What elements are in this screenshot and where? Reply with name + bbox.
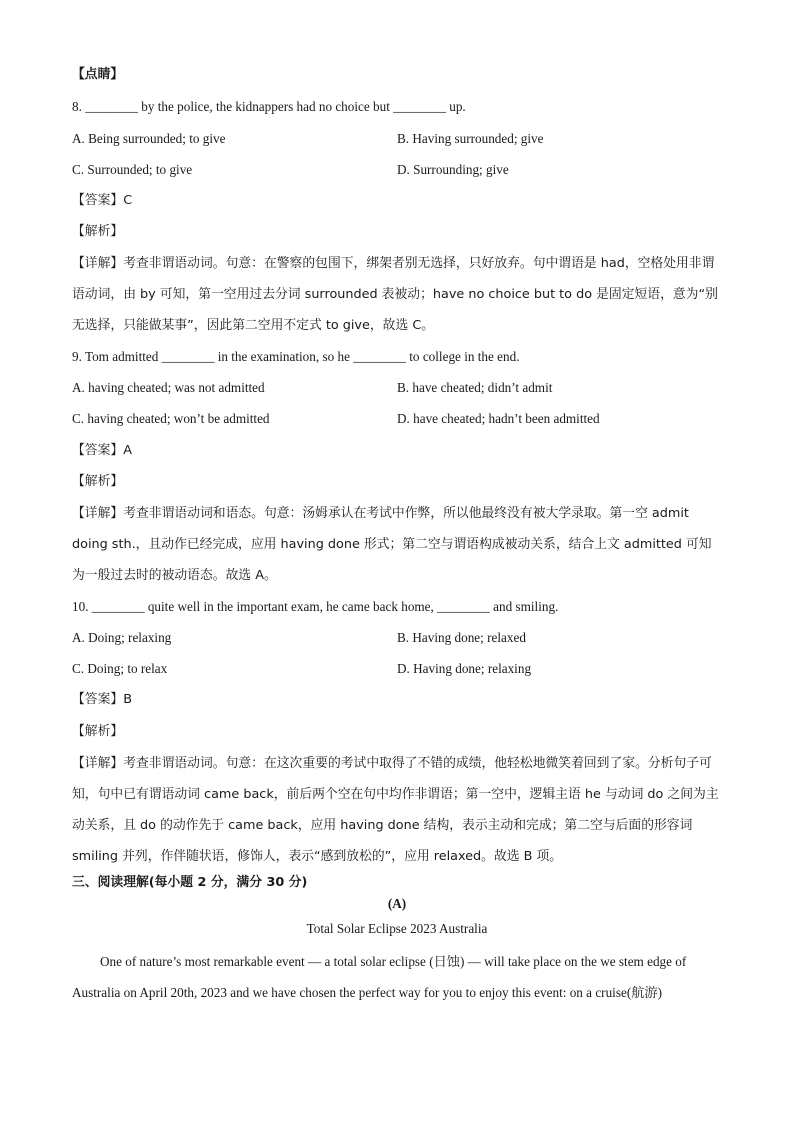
question-10-option-a: A. Doing; relaxing — [72, 630, 172, 645]
question-9-detail: 【详解】考查非谓语动词和语态。句意：汤姆承认在考试中作弊，所以他最终没有被大学录取。第一空 admit doing sth.，且动作已经完成，应用 having done 形式；第二空与谓语构成被动关系，结合上文 admitted 可知为一般过去时的被动语态。故选 A。 — [72, 506, 712, 583]
article-title: Total Solar Eclipse 2023 Australia — [306, 921, 488, 936]
question-9-option-c: C. having cheated; won’t be admitted — [72, 411, 270, 426]
question-9-option-b: B. have cheated; didn’t admit — [397, 380, 553, 395]
tips-label: 【点睛】 — [72, 67, 124, 82]
question-10-option-c: C. Doing; to relax — [72, 661, 168, 676]
question-10-option-b: B. Having done; relaxed — [397, 630, 526, 645]
question-9-analysis-label: 【解析】 — [72, 474, 124, 489]
question-8-detail: 【详解】考查非谓语动词。句意：在警察的包围下，绑架者别无选择，只好放弃。句中谓语是 had，空格处用非谓语动词，由 by 可知，第一空用过去分词 surrounded 表被动；have no choice but to do 是固定短语，意为“别无选择，只能做某事”，因此第二空用不定式 to give，故选 C。 — [72, 256, 718, 333]
question-10-answer: 【答案】B — [72, 692, 132, 707]
question-8-answer: 【答案】C — [72, 193, 133, 208]
question-8-stem: 8. ________ by the police, the kidnappers had no choice but ________ up. — [72, 99, 466, 114]
question-10-detail: 【详解】考查非谓语动词。句意：在这次重要的考试中取得了不错的成绩，他轻松地微笑着回到了家。分析句子可知，句中已有谓语动词 came back，前后两个空在句中均作非谓语；第一空中，逻辑主语 he 与动词 do 之间为主动关系，且 do 的动作先于 came back，应用 having done 结构，表示主动和完成；第二空与后面的形容词 smiling 并列，作伴随状语，修饰人，表示“感到放松的”，应用 relaxed。故选 B 项。 — [72, 756, 719, 864]
question-9-answer: 【答案】A — [72, 443, 132, 458]
question-8-option-b: B. Having surrounded; give — [397, 131, 544, 146]
question-10-stem: 10. ________ quite well in the important exam, he came back home, ________ and smiling. — [72, 599, 559, 614]
question-10-analysis-label: 【解析】 — [72, 724, 124, 739]
article-text: One of nature’s most remarkable event — a total solar eclipse (日蚀) — will take place on the we stem edge of Australia on April 20th, 2023 and we have chosen the perfect way for you to enjoy this event: on a cruise(航游) — [72, 954, 687, 1000]
question-8-option-a: A. Being surrounded; to give — [72, 131, 226, 146]
passage-part-label: (A) — [387, 896, 407, 911]
question-10-option-d: D. Having done; relaxing — [397, 661, 532, 676]
question-9-stem: 9. Tom admitted ________ in the examination, so he ________ to college in the end. — [72, 349, 520, 364]
question-8-option-d: D. Surrounding; give — [397, 162, 509, 177]
section-heading: 三、阅读理解(每小题 2 分，满分 30 分) — [72, 875, 308, 890]
question-8-analysis-label: 【解析】 — [72, 224, 124, 239]
question-8-option-c: C. Surrounded; to give — [72, 162, 193, 177]
question-9-option-d: D. have cheated; hadn’t been admitted — [397, 411, 600, 426]
question-9-option-a: A. having cheated; was not admitted — [72, 380, 265, 395]
